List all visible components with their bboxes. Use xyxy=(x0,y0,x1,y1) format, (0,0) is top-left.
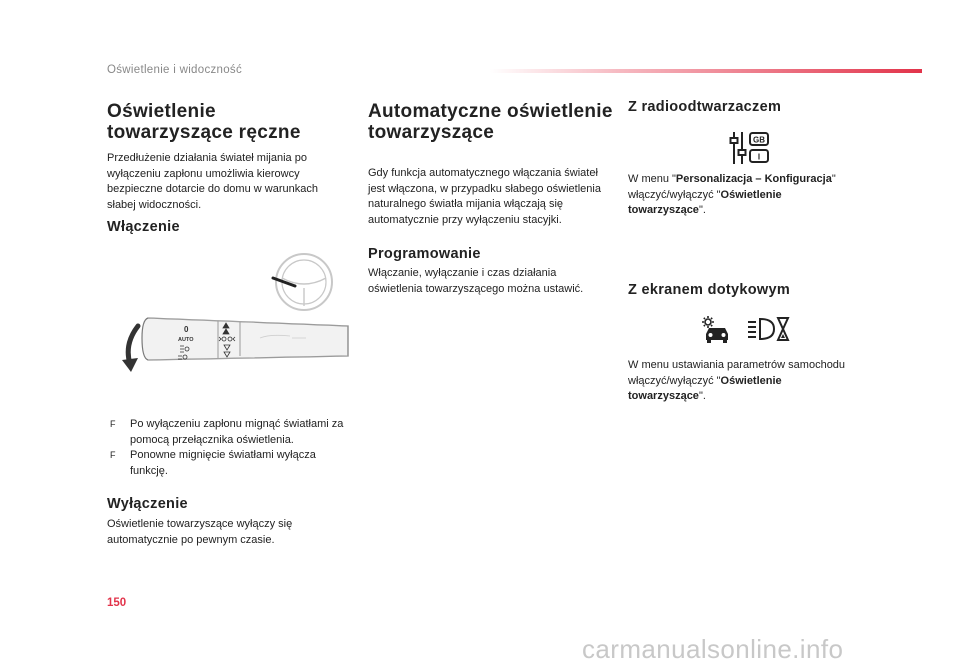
light-stalk-illustration xyxy=(120,248,352,388)
car-settings-icon xyxy=(700,314,732,344)
touchscreen-heading: Z ekranem dotykowym xyxy=(628,282,791,298)
page-number: 150 xyxy=(107,597,127,609)
arrow-head xyxy=(122,358,138,372)
svg-text:I: I xyxy=(757,152,761,162)
manual-follow-me-title: Oświetlenie towarzyszące ręczne xyxy=(107,101,301,143)
disable-heading: Wyłączenie xyxy=(107,496,188,512)
list-item: F Ponowne mignięcie światłami wyłącza funkcję. xyxy=(110,449,316,477)
programming-text: Włączanie, wyłączanie i czas działania oświetlenia towarzyszącego można ustawić. xyxy=(368,267,584,295)
list-item: F Po wyłączeniu zapłonu mignąć światłami za pomocą przełącznika oświetlenia. xyxy=(110,418,344,446)
enable-heading: Włączenie xyxy=(107,219,180,235)
stalk-auto-label: AUTO xyxy=(178,337,194,343)
bullet-mark: F xyxy=(110,419,116,429)
manual-intro-text: Przedłużenie działania świateł mijania po wyłączeniu zapłonu umożliwia kierowcy bezpieczne dotarcie do domu w warunkach słabej widoczności. xyxy=(107,152,318,211)
auto-intro-text: Gdy funkcja automatycznego włączania świateł jest włączona, w przypadku słabego oświetlenia naturalnego światła mijania włączają się automatycznie przy wyłączeniu stacyjki. xyxy=(368,167,601,226)
disable-text: Oświetlenie towarzyszące wyłączy się automatycznie po pewnym czasie. xyxy=(107,518,293,546)
watermark-text: carmanualsonline.info xyxy=(582,634,844,664)
settings-sliders-icon xyxy=(728,128,772,168)
radio-instructions: W menu "Personalizacja – Konfiguracja" włączyć/wyłączyć "Oświetlenie towarzyszące". xyxy=(628,173,836,216)
radio-heading: Z radioodtwarzaczem xyxy=(628,99,782,115)
programming-heading: Programowanie xyxy=(368,246,481,262)
section-header: Oświetlenie i widoczność xyxy=(107,64,243,76)
enable-steps-list xyxy=(107,417,347,479)
touchscreen-instructions: W menu ustawiania parametrów samochodu włączyć/wyłączyć "Oświetlenie towarzyszące". xyxy=(628,359,846,402)
light-stalk-icon xyxy=(142,318,348,360)
stalk-zero-label: 0 xyxy=(184,325,189,334)
bullet-mark: F xyxy=(110,450,116,460)
svg-text:GB: GB xyxy=(753,135,765,145)
auto-follow-me-title: Automatyczne oświetlenie towarzyszące xyxy=(368,101,613,143)
headlamp-timer-icon xyxy=(746,316,790,342)
header-accent-bar xyxy=(490,69,922,73)
